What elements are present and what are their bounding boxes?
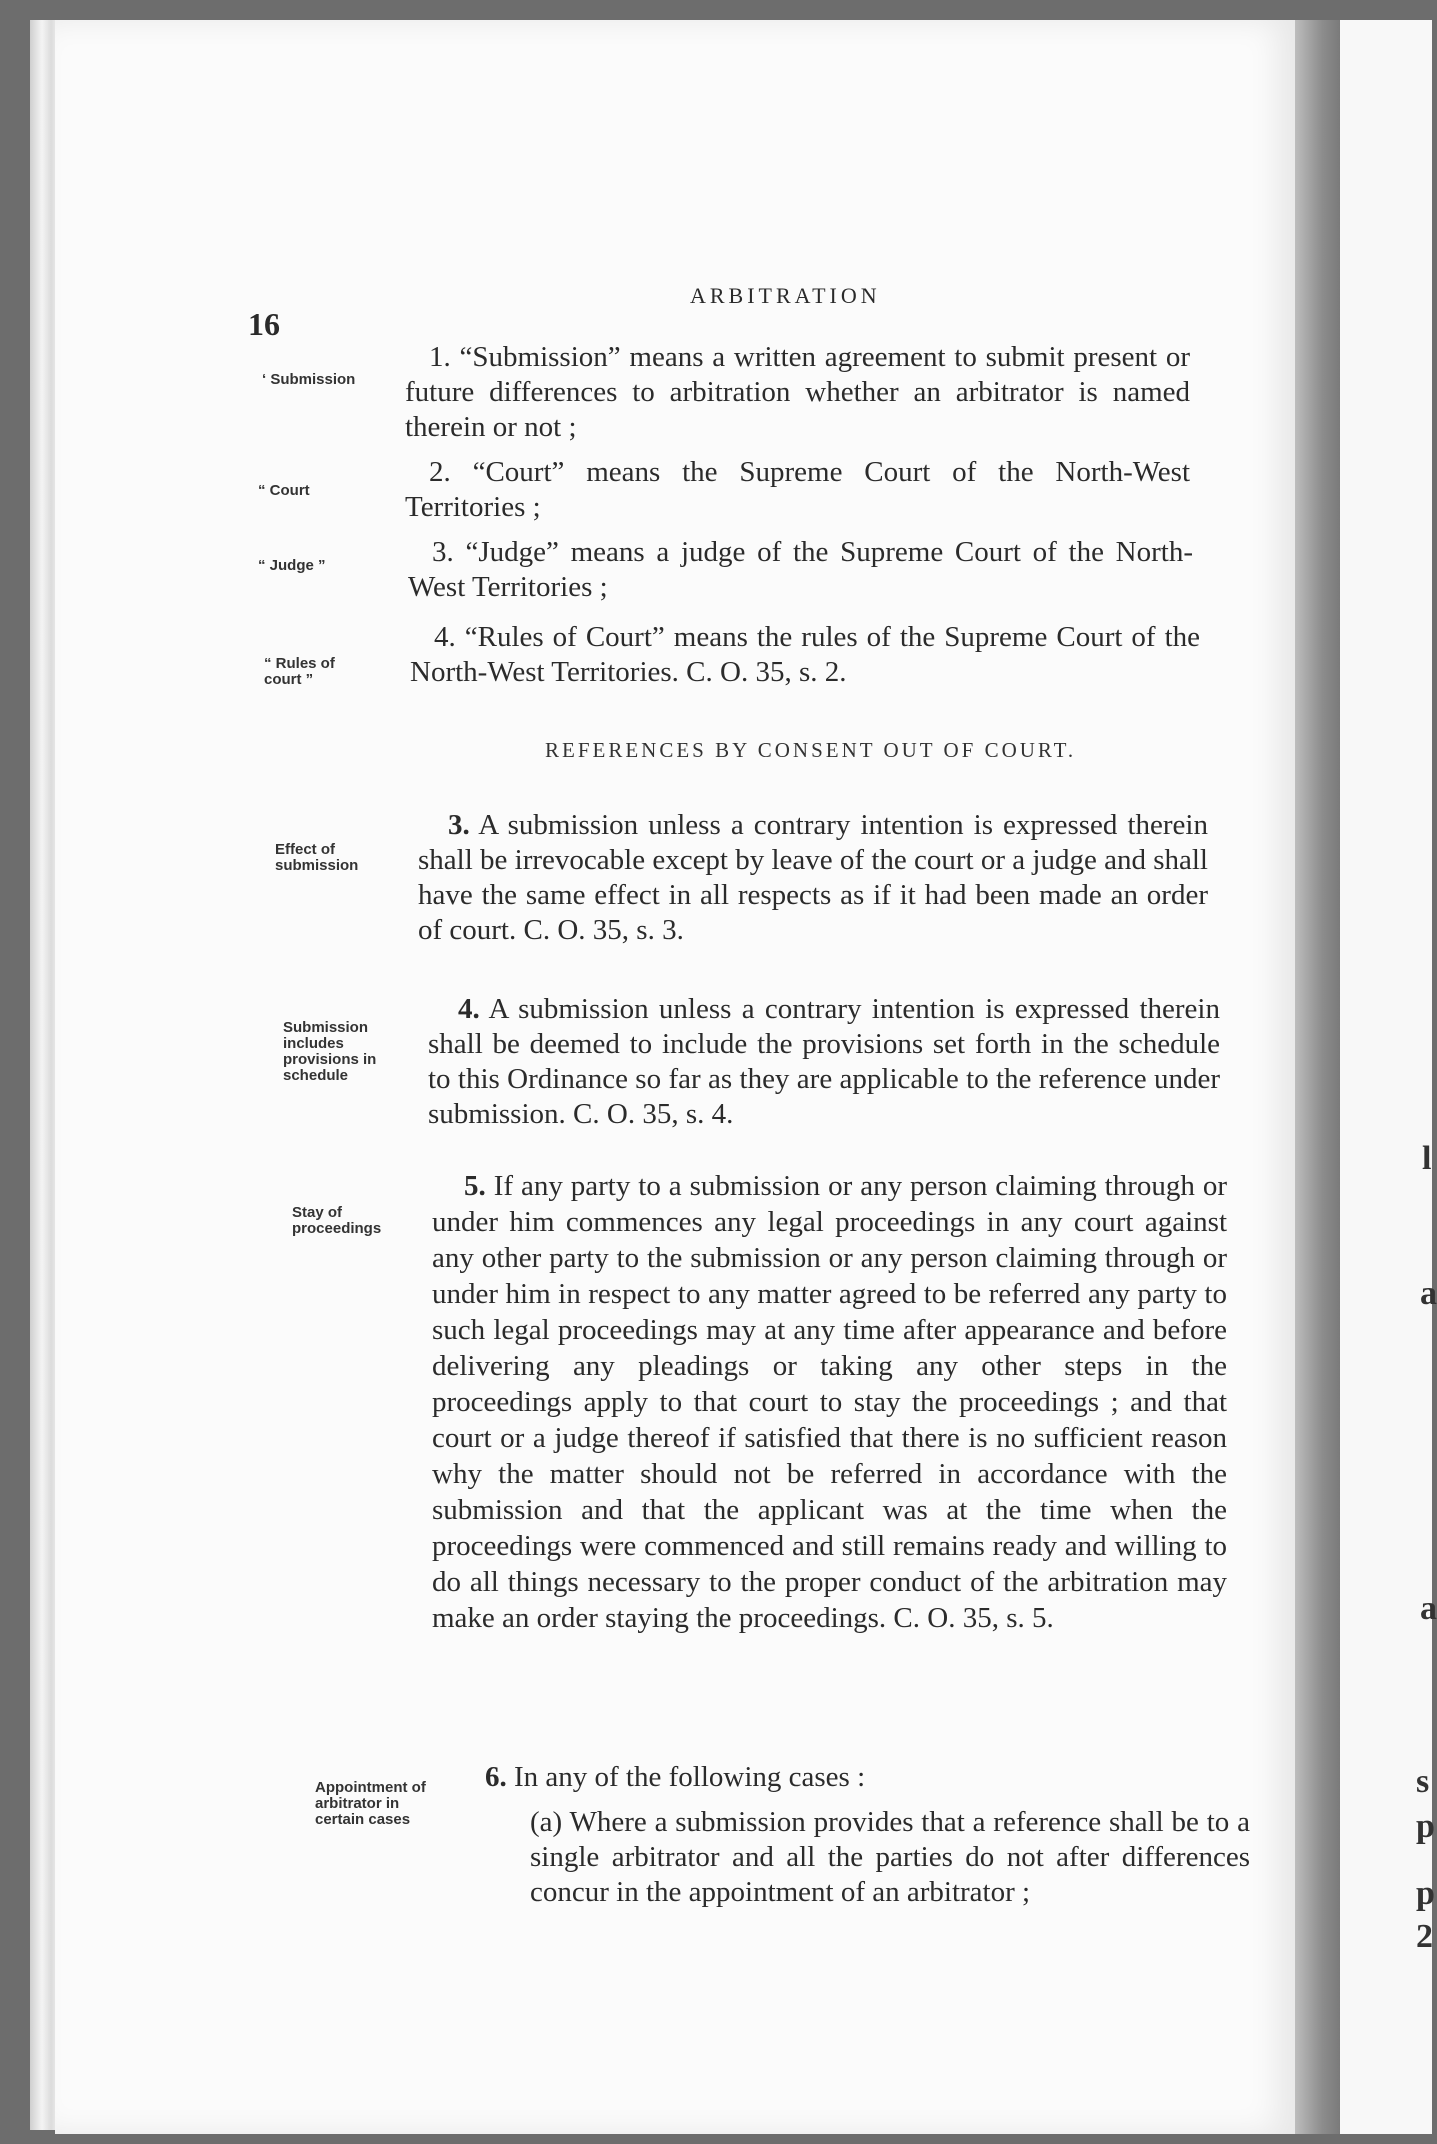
definition-judge: 3. “Judge” means a judge of the Supreme Court of the North-West Territories ; <box>408 536 1193 603</box>
margin-note-effect-of-submission: Effect of submission <box>275 841 359 874</box>
subclause-text: Where a submission provides that a reference shall be to a single arbitrator and all the parties do not after differences concur in the appointment of an arbitrator ; <box>530 1806 1250 1908</box>
section-number: 5. <box>464 1170 486 1202</box>
facing-page-fragment: l <box>1422 1140 1432 1177</box>
section-text: If any party to a submission or any person claiming through or under him commences any legal proceedings in any court against any other party to the submission or any person claiming through or under him in respect to any matter agreed to be referred any party to such legal proceedings may at any time after appearance and before delivering any pleadings or taking any other steps in the proceedings apply to that court to stay the proceedings ; and that court or a judge thereof if satisfied that there is no sufficient reason why the matter should not be referred in accordance with the submission and that the applicant was at the time when the proceedings were commenced and still remains ready and willing to do all things necessary to the proper conduct of the arbitration may make an order staying the proceedings. C. O. 35, s. 5. <box>432 1170 1228 1634</box>
section-heading: REFERENCES BY CONSENT OUT OF COURT. <box>545 738 1077 762</box>
section-number: 3. <box>448 809 470 841</box>
definition-submission: 1. “Submission” means a written agreement to submit present or future differences to arbitration whether an arbitrator is named therein or not ; <box>405 341 1190 443</box>
page-number: 16 <box>248 306 280 342</box>
facing-page-fragment: a <box>1420 1275 1437 1312</box>
margin-note-stay-of-proceedings: Stay of proceedings <box>292 1204 382 1237</box>
facing-page-fragment: a <box>1420 1590 1437 1627</box>
margin-note-submission-includes: Submission includes provisions in schedule <box>283 1019 377 1084</box>
section-3 <box>418 808 1208 948</box>
section-5 <box>432 1168 1227 1636</box>
running-head: ARBITRATION <box>690 283 881 308</box>
margin-note-submission: ‘ Submission <box>262 371 356 388</box>
subclause-a <box>530 1805 1250 1910</box>
facing-page-fragment: p <box>1416 1875 1435 1912</box>
facing-page-fragment: p <box>1416 1808 1435 1845</box>
definition-court: 2. “Court” means the Supreme Court of the North-West Territories ; <box>405 456 1190 523</box>
margin-note-court: “ Court <box>258 482 310 499</box>
section-number: 6. <box>485 1761 507 1793</box>
facing-page-fragment: s <box>1416 1763 1430 1800</box>
definition-rules-of-court: 4. “Rules of Court” means the rules of the Supreme Court of the North-West Territories. C. O. 35, s. 2. <box>410 621 1200 688</box>
book-gutter <box>1295 20 1340 2134</box>
subclause-label: (a) <box>530 1806 563 1838</box>
section-text: A submission unless a contrary intention is expressed therein shall be irrevocable except by leave of the court or a judge and shall have the same effect in all respects as if it had been made an order of court. C. O. 35, s. 3. <box>418 809 1208 946</box>
margin-note-appointment-of-arbitrator: Appointment of arbitrator in certain cases <box>315 1779 426 1828</box>
section-6 <box>485 1760 1225 1795</box>
facing-page-fragment: 2 <box>1416 1918 1433 1955</box>
section-4 <box>428 992 1220 1132</box>
margin-note-judge: “ Judge ” <box>258 557 326 574</box>
section-text: In any of the following cases : <box>514 1761 866 1793</box>
section-text: A submission unless a contrary intention is expressed therein shall be deemed to include the provisions set forth in the schedule to this Ordinance so far as they are applicable to the reference under submission. C. O. 35, s. 4. <box>428 993 1220 1130</box>
margin-note-rules-of-court: “ Rules of court ” <box>264 655 335 688</box>
section-number: 4. <box>458 993 480 1025</box>
